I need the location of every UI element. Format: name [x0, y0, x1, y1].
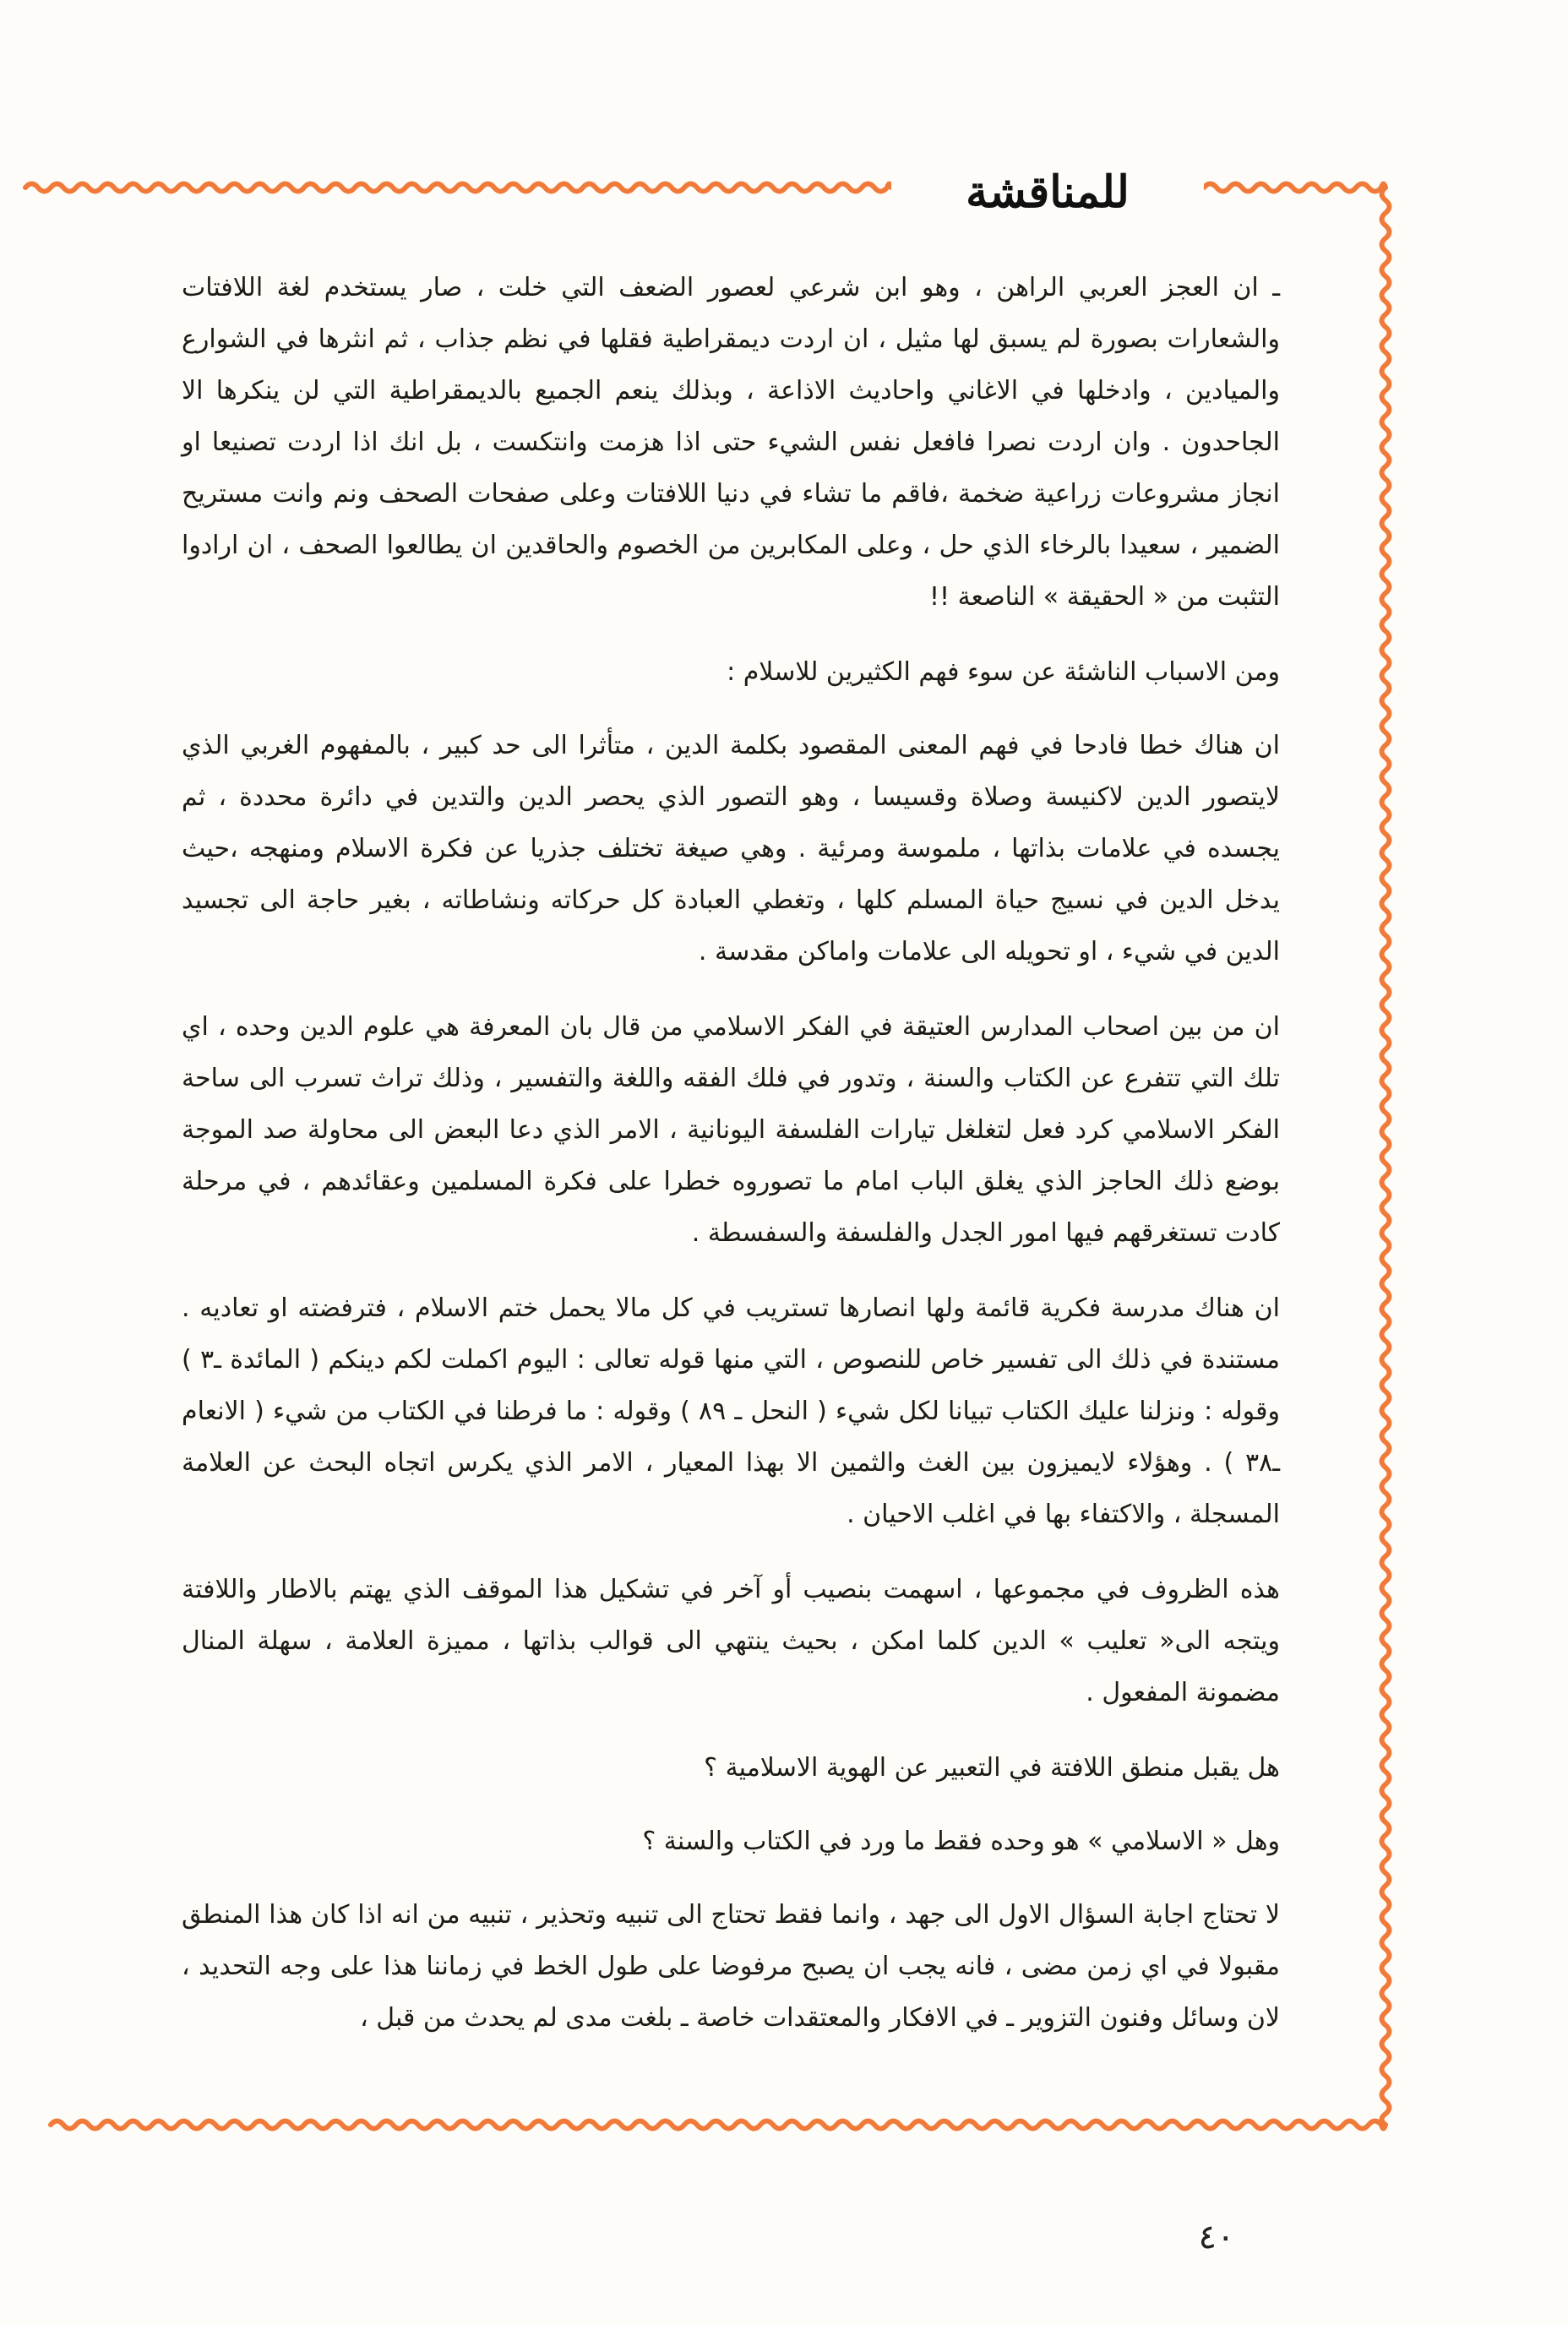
article-paragraph: هذه الظروف في مجموعها ، اسهمت بنصيب أو آخر في تشكيل هذا الموقف الذي يهتم بالاطار واللافتة ويتجه الى« تعليب » الدين كلما امكن ، بحيث ينتهي الى قوالب بذاتها ، مميزة العلامة ، سهلة المنال مضمونة المفعول .: [182, 1575, 1280, 1707]
article-paragraph: ومن الاسباب الناشئة عن سوء فهم الكثيرين للاسلام :: [727, 657, 1280, 687]
section-title: للمناقشة: [891, 165, 1204, 221]
article-question: وهل « الاسلامي » هو وحده فقط ما ورد في الكتاب والسنة ؟: [642, 1827, 1280, 1856]
article-paragraph: ـ ان العجز العربي الراهن ، وهو ابن شرعي لعصور الضعف التي خلت ، صار يستخدم لغة اللافتات والشعارات بصورة لم يسبق لها مثيل ، ان اردت ديمقراطية فقلها في نظم جذاب ، ثم انثرها في الشوارع والميادين ، وادخلها في الاغاني واحاديث الاذاعة ، وبذلك ينعم الجميع بالديمقراطية التي لن ينكرها الا الجاحدون . وان اردت نصرا فافعل نفس الشيء حتى اذا هزمت وانتكست ، بل انك اذا اردت تصنيعا او انجاز مشروعات زراعية ضخمة ،فاقم ما تشاء في دنيا اللافتات وعلى صفحات الصحف ونم وانت مستريح الضمير ، سعيدا بالرخاء الذي حل ، وعلى المكابرين من الخصوم والحاقدين ان يطالعوا الصحف ، ان ارادوا التثبت من « الحقيقة » الناصعة !!: [182, 273, 1280, 612]
article-question: هل يقبل منطق اللافتة في التعبير عن الهوية الاسلامية ؟: [704, 1753, 1280, 1783]
page-number: ٤٠: [1198, 2218, 1235, 2257]
article-paragraph: ان هناك مدرسة فكرية قائمة ولها انصارها تستريب في كل مالا يحمل ختم الاسلام ، فترفضته او تعاديه . مستندة في ذلك الى تفسير خاص للنصوص ، التي منها قوله تعالى : اليوم اكملت لكم دينكم ( المائدة ـ٣ ) وقوله : ونزلنا عليك الكتاب تبيانا لكل شيء ( النحل ـ ٨٩ ) وقوله : ما فرطنا في الكتاب من شيء ( الانعام ـ٣٨ ) . وهؤلاء لايميزون بين الغث والثمين الا بهذا المعيار ، الامر الذي يكرس اتجاه البحث عن العلامة المسجلة ، والاكتفاء بها في اغلب الاحيان .: [182, 1293, 1280, 1529]
article-body: [182, 262, 1280, 2067]
article-paragraph: لا تحتاج اجابة السؤال الاول الى جهد ، وانما فقط تحتاج الى تنبيه وتحذير ، تنبيه من انه اذا كان هذا المنطق مقبولا في اي زمن مضى ، فانه يجب ان يصبح مرفوضا على طول الخط في زماننا هذا على وجه التحديد ، لان وسائل وفنون التزوير ـ في الافكار والمعتقدات خاصة ـ بلغت مدى لم يحدث من قبل ،: [182, 1900, 1280, 2033]
article-paragraph: ان هناك خطا فادحا في فهم المعنى المقصود بكلمة الدين ، متأثرا الى حد كبير ، بالمفهوم الغربي الذي لايتصور الدين لاكنيسة وصلاة وقسيسا ، وهو التصور الذي يحصر الدين والتدين في دائرة محددة ، ثم يجسده في علامات بذاتها ، ملموسة ومرئية . وهي صيغة تختلف جذريا عن فكرة الاسلام ومنهجه ،حيث يدخل الدين في نسيج حياة المسلم كلها ، وتغطي العبادة كل حركاته ونشاطاته ، بغير حاجة الى تجسيد الدين في شيء ، او تحويله الى علامات واماكن مقدسة .: [182, 731, 1280, 966]
article-paragraph: ان من بين اصحاب المدارس العتيقة في الفكر الاسلامي من قال بان المعرفة هي علوم الدين وحده ، اي تلك التي تتفرع عن الكتاب والسنة ، وتدور في فلك الفقه واللغة والتفسير ، وذلك تراث تسرب الى ساحة الفكر الاسلامي كرد فعل لتغلغل تيارات الفلسفة اليونانية ، الامر الذي دعا البعض الى محاولة صد الموجة بوضع ذلك الحاجز الذي يغلق الباب امام ما تصوروه خطرا على فكرة المسلمين وعقائدهم ، في مرحلة كادت تستغرقهم فيها امور الجدل والفلسفة والسفسطة .: [182, 1012, 1280, 1248]
